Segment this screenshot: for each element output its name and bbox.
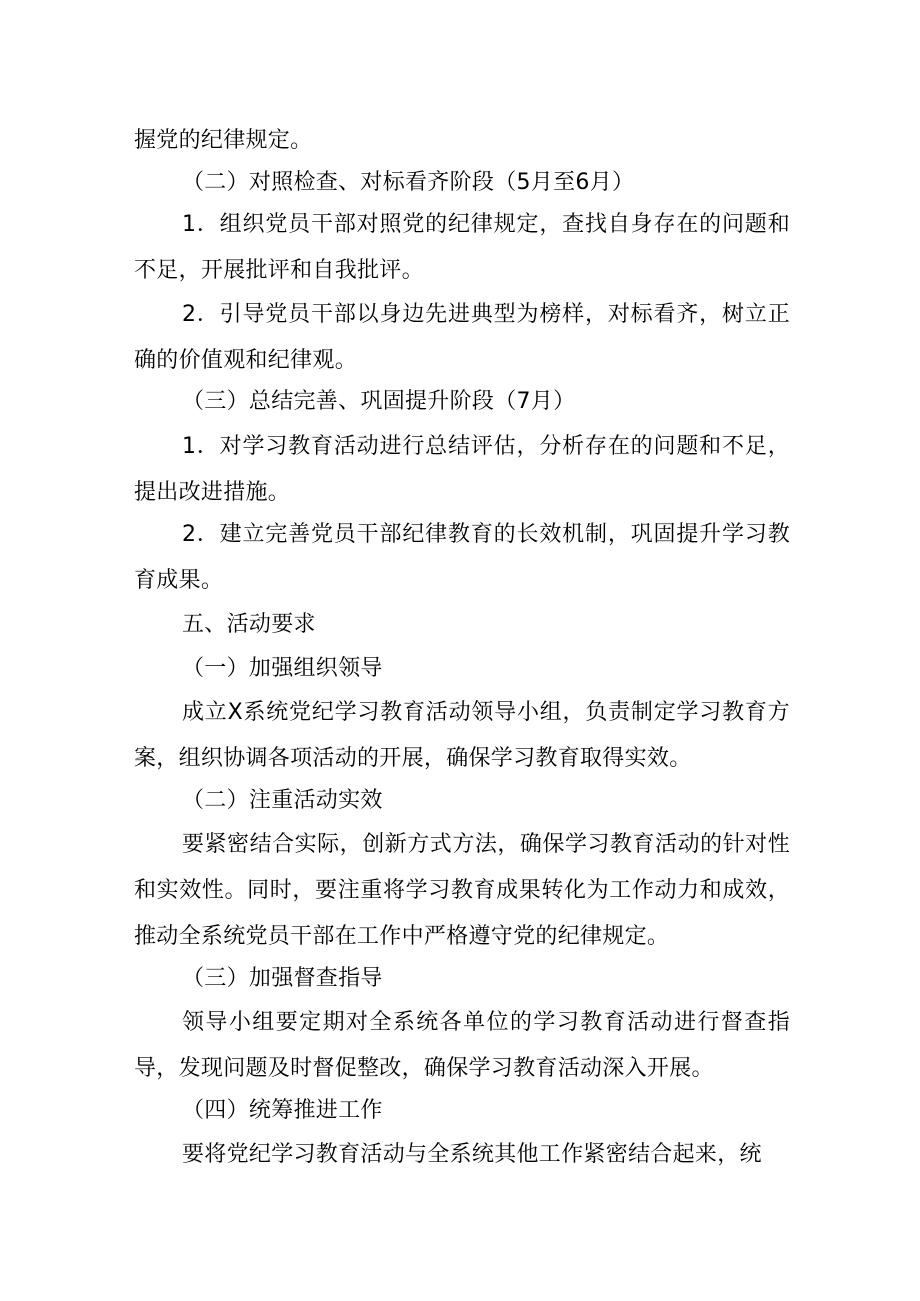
paragraph-organization: 成立X系统党纪学习教育活动领导小组，负责制定学习教育方案，组织协调各项活动的开展，确保学习教育取得实效。 [134,700,790,771]
subsection-heading-2: （二）注重活动实效 [182,788,383,813]
paragraph-continuation: 握党的纪律规定。 [134,128,313,153]
subsection-heading-4: （四）统筹推进工作 [182,1098,383,1123]
section-title-requirements: 五、活动要求 [182,612,316,637]
section-heading-phase-2: （二）对照检查、对标看齐阶段（5月至6月） [182,170,635,195]
list-item-phase-2-2: 2．引导党员干部以身边先进典型为榜样，对标看齐，树立正确的价值观和纪律观。 [134,302,790,373]
list-item-phase-2-1: 1．组织党员干部对照党的纪律规定，查找自身存在的问题和不足，开展批评和自我批评。 [134,212,790,283]
list-item-phase-3-1: 1．对学习教育活动进行总结评估，分析存在的问题和不足，提出改进措施。 [134,434,790,505]
list-item-phase-3-2: 2．建立完善党员干部纪律教育的长效机制，巩固提升学习教育成果。 [134,522,790,593]
paragraph-coordination: 要将党纪学习教育活动与全系统其他工作紧密结合起来，统 [182,1142,762,1167]
subsection-heading-1: （一）加强组织领导 [182,656,383,681]
section-heading-phase-3: （三）总结完善、巩固提升阶段（7月） [182,389,576,414]
paragraph-supervision: 领导小组要定期对全系统各单位的学习教育活动进行督查指导，发现问题及时督促整改，确保学习教育活动深入开展。 [134,1010,790,1081]
subsection-heading-3: （三）加强督查指导 [182,966,383,991]
paragraph-effectiveness: 要紧密结合实际，创新方式方法，确保学习教育活动的针对性和实效性。同时，要注重将学习教育成果转化为工作动力和成效，推动全系统党员干部在工作中严格遵守党的纪律规定。 [134,832,790,949]
